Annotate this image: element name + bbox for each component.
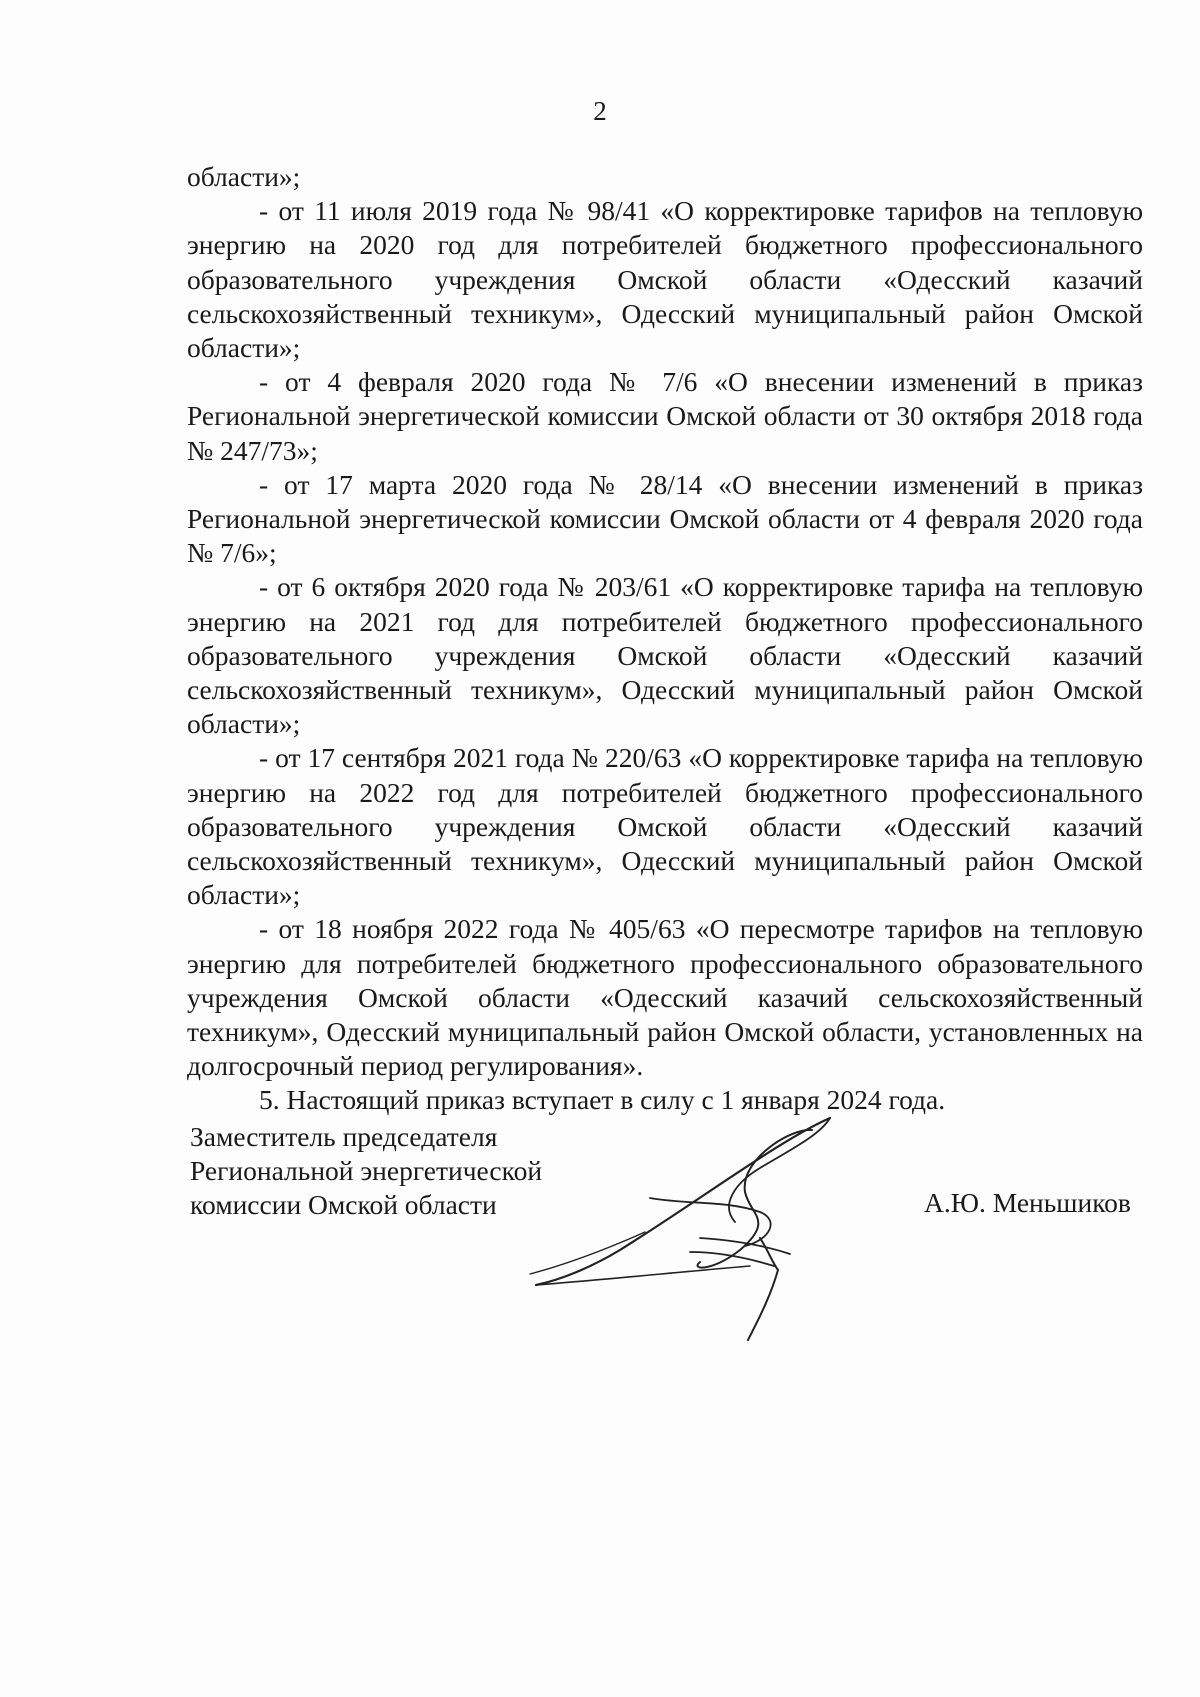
- list-item-order-220-63: - от 17 сентября 2021 года № 220/63 «О корректировке тарифа на тепловую энергию на 2022 год для потребителей бюджетного профессионального образовательного учреждения Омской области «Одесский казачий сельскохозяйственный техникум», Одесский муниципальный район Омской области»;: [187, 742, 1143, 911]
- signatory-position-line: комиссии Омской области: [190, 1189, 497, 1220]
- signatory-position: [190, 1120, 542, 1222]
- list-item-order-98-41: - от 11 июля 2019 года № 98/41 «О корректировке тарифов на тепловую энергию на 2020 год для потребителей бюджетного профессионального образовательного учреждения Омской области «Одесский казачий сельскохозяйственный техникум», Одесский муниципальный район Омской области»;: [187, 195, 1143, 364]
- signer-name: А.Ю. Меньшиков: [924, 1187, 1131, 1218]
- list-item-order-203-61: - от 6 октября 2020 года № 203/61 «О корректировке тарифа на тепловую энергию на 2021 год для потребителей бюджетного профессионального образовательного учреждения Омской области «Одесский казачий сельскохозяйственный техникум», Одесский муниципальный район Омской области»;: [187, 571, 1143, 740]
- page-number: 2: [593, 96, 607, 126]
- signatory-position-line: Заместитель председателя: [190, 1121, 498, 1152]
- clause-effective-date: 5. Настоящий приказ вступает в силу с 1 января 2024 года.: [259, 1084, 946, 1116]
- list-item-order-405-63: - от 18 ноября 2022 года № 405/63 «О пересмотре тарифов на тепловую энергию для потребителей бюджетного профессионального образовательного учреждения Омской области «Одесский казачий сельскохозяйственный техникум», Одесский муниципальный район Омской области, установленных на долгосрочный период регулирования».: [187, 913, 1143, 1082]
- signatory-position-line: Региональной энергетической: [190, 1155, 543, 1186]
- list-item-order-28-14: - от 17 марта 2020 года № 28/14 «О внесении изменений в приказ Региональной энергетической комиссии Омской области от 4 февраля 2020 года № 7/6»;: [187, 468, 1143, 569]
- paragraph-continuation: области»;: [187, 161, 301, 192]
- list-item-order-7-6: - от 4 февраля 2020 года № 7/6 «О внесении изменений в приказ Региональной энергетической комиссии Омской области от 30 октября 2018 года № 247/73»;: [187, 366, 1143, 466]
- document-body: [187, 160, 1143, 1118]
